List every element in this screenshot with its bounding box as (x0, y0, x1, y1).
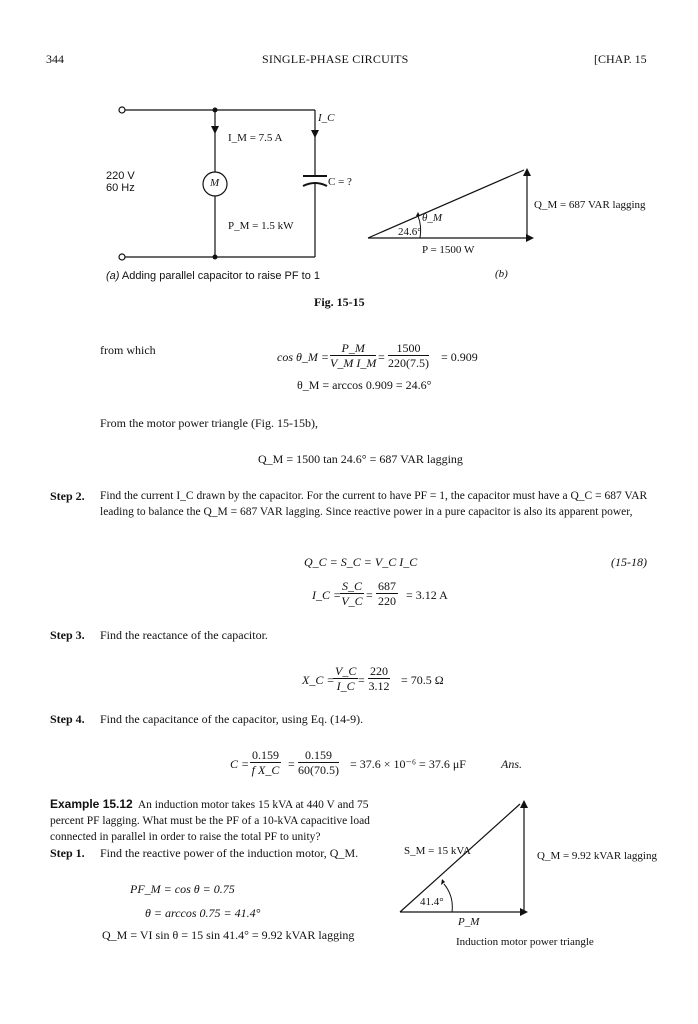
caption-a-text: Adding parallel capacitor to raise PF to 1 (121, 270, 321, 282)
qm-equation-2: Q_M = VI sin θ = 15 sin 41.4° = 9.92 kVAR lagging (102, 928, 355, 942)
power-triangle-b (362, 160, 542, 250)
value-fraction: $\frac{1500}{220(7.5)}$ (388, 341, 429, 370)
triangle-caption: Induction motor power triangle (456, 936, 594, 948)
angle-label-2: 41.4° (420, 896, 444, 908)
pm-label: P_M = 1.5 kW (228, 220, 294, 232)
step3-text: Find the reactance of the capacitor. (100, 628, 268, 642)
caption-a (106, 270, 320, 282)
theta-equation-2: θ = arccos 0.75 = 41.4° (145, 906, 261, 920)
im-label: I_M = 7.5 A (228, 132, 283, 144)
page-number: 344 (46, 52, 64, 66)
source-voltage: 220 V (106, 170, 135, 182)
c-lhs: C = (230, 757, 250, 771)
ic-label: I_C (318, 112, 335, 124)
p-label-b: P = 1500 W (422, 244, 475, 256)
cos-lhs: cos θ_M = (277, 350, 329, 364)
ic-lhs: I_C = (312, 588, 342, 602)
caption-b: (b) (495, 268, 508, 280)
qc-equation: Q_C = S_C = V_C I_C (304, 555, 418, 569)
running-title: SINGLE-PHASE CIRCUITS (262, 52, 409, 66)
example-text: An induction motor takes 15 kVA at 440 V and 75 percent PF lagging. What must be the PF of a 10-kVA capacitive load connected in parallel in order to raise the total PF to unity? (50, 799, 370, 843)
qm-label-2: Q_M = 9.92 kVAR lagging (537, 850, 657, 862)
sm-label: S_M = 15 kVA (404, 845, 471, 857)
equation-number: (15-18) (611, 555, 647, 569)
qm-equation: Q_M = 1500 tan 24.6° = 687 VAR lagging (258, 452, 463, 466)
cos-result: = 0.909 (441, 350, 478, 364)
pm-fraction: $\frac{P\_M}{\text{V\_M I\_M}}$ (330, 341, 377, 370)
qm-label-b: Q_M = 687 VAR lagging (534, 199, 646, 211)
sc-vc-fraction: $\frac{S\_C}{V\_C}$ (341, 579, 363, 608)
ic-value-fraction: $\frac{687}{220}$ (378, 579, 396, 608)
vc-ic-fraction: $\frac{V\_C}{I\_C}$ (335, 664, 357, 693)
example-label: Example 15.12 (50, 797, 133, 811)
caption-a-prefix: (a) (106, 270, 120, 282)
step2-label: Step 2. (50, 489, 85, 503)
theta-label-b: θ_M (422, 212, 443, 224)
step1-text: Find the reactive power of the induction motor, Q_M. (100, 846, 359, 860)
c-result: = 37.6 × 10⁻⁶ = 37.6 μF (350, 757, 466, 771)
step4-text: Find the capacitance of the capacitor, using Eq. (14-9). (100, 712, 364, 726)
step2-text: Find the current I_C drawn by the capacitor. For the current to have PF = 1, the capacitor must have a Q_C = 687 VAR leading to balance the Q_M = 687 VAR lagging. Since reactive power in a pure capacitor is also its apparent power, (100, 490, 648, 518)
answer-mark: Ans. (501, 757, 522, 771)
xc-lhs: X_C = (302, 673, 335, 687)
pf-equation: PF_M = cos θ = 0.75 (130, 882, 235, 896)
step1-label: Step 1. (50, 846, 85, 860)
example-paragraph (50, 796, 390, 845)
step3-label: Step 3. (50, 628, 85, 642)
terminal-top (119, 107, 125, 113)
c-fraction-2: $\frac{0.159}{60(70.5)}$ (298, 748, 339, 777)
xc-result: = 70.5 Ω (401, 673, 444, 687)
c-fraction-1: $\frac{0.159}{\text{f X\_C}}$ (251, 748, 280, 777)
textbook-page: 344 SINGLE-PHASE CIRCUITS [CHAP. 15 I_C I_M = 7.5 A 220 V 60 Hz M C = ? P_M = 1.5 kW (a) Adding parallel capacitor to raise PF to 1 Q_M = 687 VAR lagging 24.6° θ_M P = 1500 W (b) Fig. 15-15 from which cos θ_M = $\frac{P\_M}{\text{V\_M I\_M}}$ = $\frac{1500}{220(7.5)}$ = 0.909 θ_M = arccos 0.909 = 24.6° From the motor power triangle (Fig. 15-15b), Q_M = 1500 tan 24.6° = 687 VAR lagging Step 2. Find the current I_C drawn by the capacitor. For the current to have PF = 1, the capacitor must have a Q_C = 687 VAR leading to balance the Q_M = 687 VAR lagging. Since reactive power in a pure capacitor is also its apparent power, Q_C = S_C = V_C I_C (15-18) I_C = $\frac{S\_C}{V\_C}$ = $\frac{687}{220}$ = 3.12 A Step 3. Find the reactance of the capacitor. X_C = $\frac{V\_C}{I\_C}$ = $\frac{220}{3.12}$ = 70.5 Ω Step 4. Find the capacitance of the capacitor, using Eq. (14-9). C = $\frac{0.159}{\text{f X\_C}}$ = $\frac{0.159}{60(70.5)}$ = 37.6 × 10⁻⁶ = 37.6 μF Ans. Example 15.12 An induction motor takes 15 kVA at 440 V and 75 percent PF lagging. What must be the PF of a 10-kVA capacitive load connected in parallel in order to raise the total PF to unity? Step 1. Find the reactive power of the induction motor, Q_M. PF_M = cos θ = 0.75 θ = arccos 0.75 = 41.4° Q_M = VI sin θ = 15 sin 41.4° = 9.92 kVAR lagging S_M = 15 kVA Q_M = 9.92 kVAR lagging 41.4° P_M Induction motor power triangle (0, 0, 698, 1024)
chapter-label: [CHAP. 15 (594, 52, 647, 66)
terminal-bottom (119, 254, 125, 260)
motor-label: M (210, 177, 220, 189)
source-frequency: 60 Hz (106, 182, 135, 194)
pm-label-2: P_M (458, 916, 480, 928)
angle-label-b: 24.6° (398, 226, 422, 238)
figure-caption: Fig. 15-15 (314, 295, 365, 309)
induction-motor-power-triangle (392, 792, 542, 922)
capacitor-label: C = ? (328, 176, 352, 188)
from-motor-text: From the motor power triangle (Fig. 15-15b), (100, 416, 318, 430)
xc-value-fraction: $\frac{220}{3.12}$ (368, 664, 390, 693)
step4-label: Step 4. (50, 712, 85, 726)
ic-result: = 3.12 A (406, 588, 448, 602)
from-which: from which (100, 343, 156, 357)
theta-equation: θ_M = arccos 0.909 = 24.6° (297, 378, 432, 392)
